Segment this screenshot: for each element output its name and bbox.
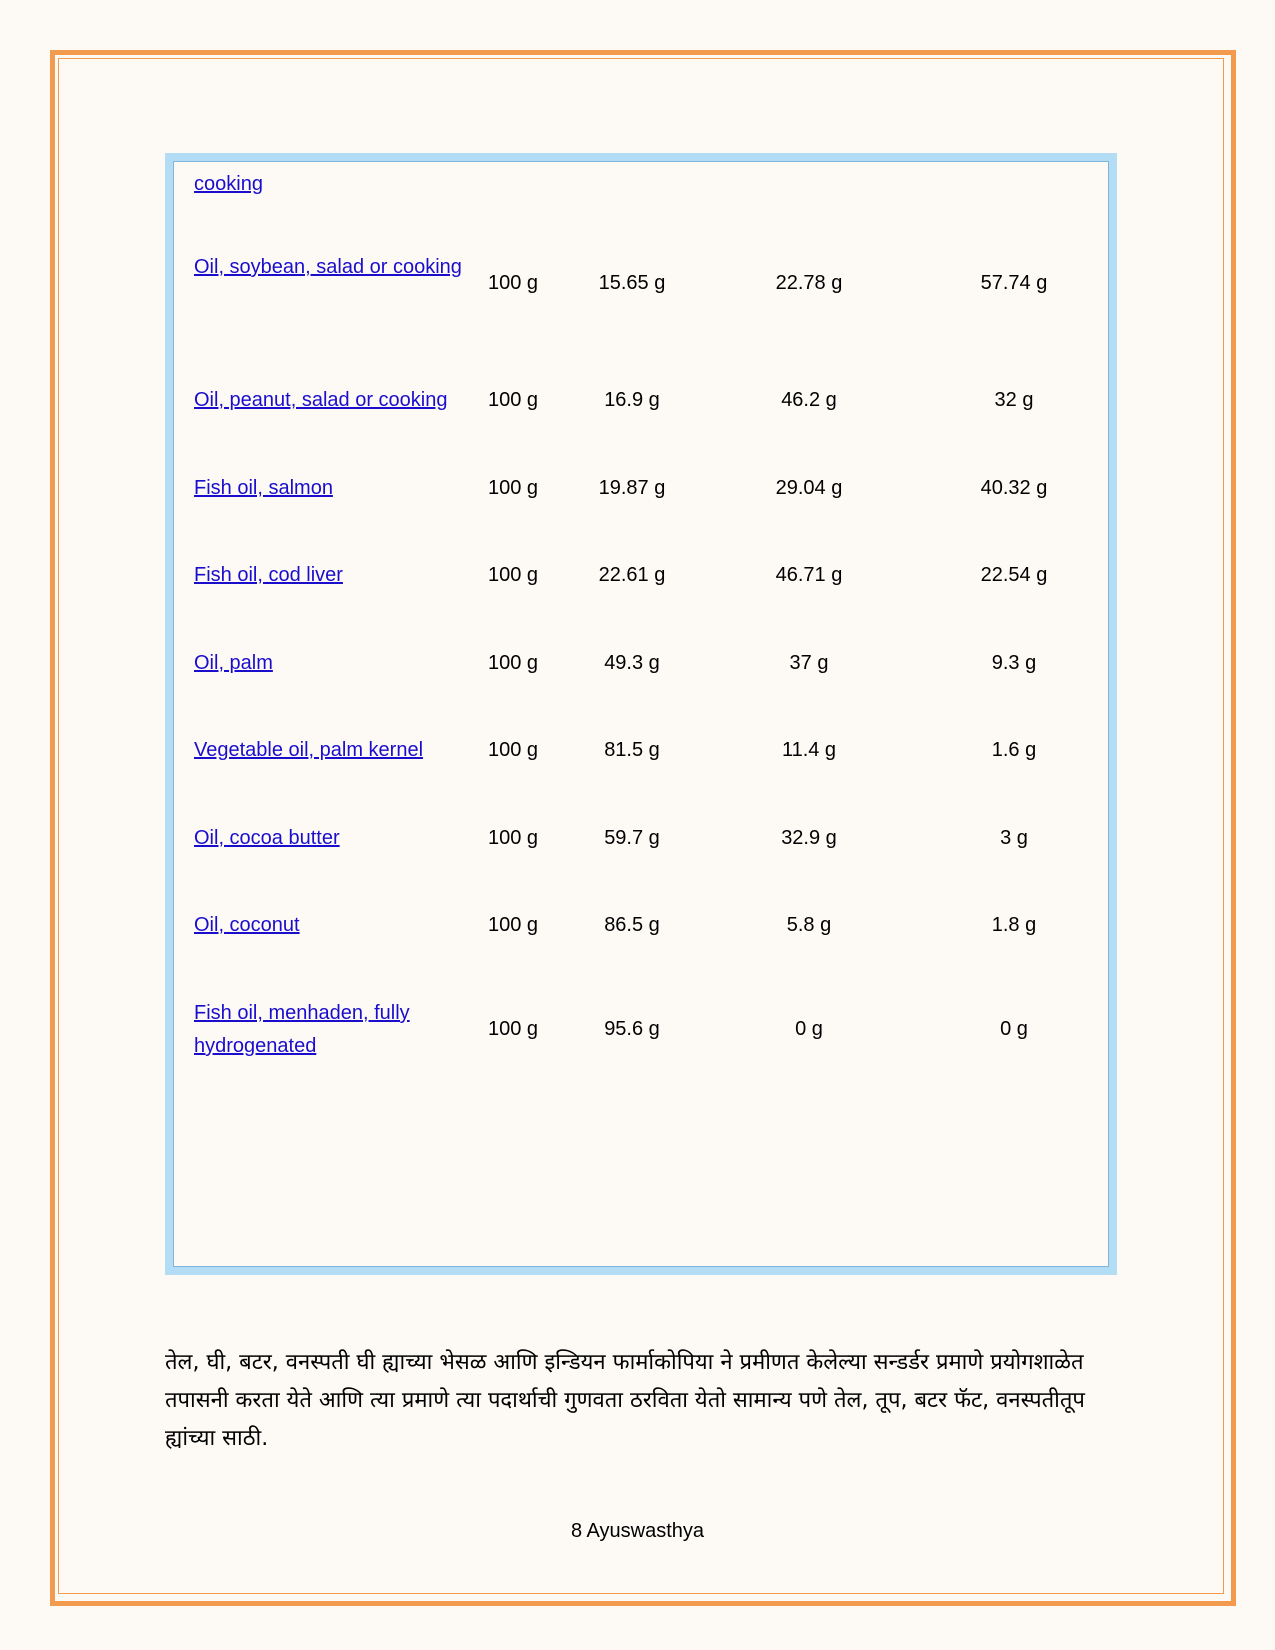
serving-cell: 100 g bbox=[487, 739, 539, 761]
saturated-cell: 19.87 g bbox=[598, 477, 666, 499]
monounsaturated-cell: 46.2 g bbox=[781, 389, 837, 411]
monounsaturated-cell: 32.9 g bbox=[781, 827, 837, 849]
polyunsaturated-cell: 1.6 g bbox=[991, 739, 1037, 761]
food-link[interactable]: Vegetable oil, palm kernel bbox=[194, 739, 424, 761]
saturated-cell: 22.61 g bbox=[598, 564, 666, 586]
saturated-cell: 95.6 g bbox=[604, 1018, 660, 1040]
serving-cell: 100 g bbox=[487, 1018, 539, 1040]
table-row bbox=[194, 251, 1094, 317]
monounsaturated-cell: 46.71 g bbox=[775, 564, 843, 586]
serving-cell: 100 g bbox=[487, 389, 539, 411]
food-link[interactable]: Oil, coconut bbox=[194, 914, 300, 936]
polyunsaturated-cell: 9.3 g bbox=[991, 652, 1037, 674]
polyunsaturated-cell: 0 g bbox=[1000, 1018, 1028, 1040]
page-footer: 8 Ayuswasthya bbox=[570, 1520, 705, 1542]
table-frame bbox=[165, 153, 1117, 1275]
monounsaturated-cell: 0 g bbox=[795, 1018, 823, 1040]
body-paragraph: तेल, घी, बटर, वनस्पती घी ह्याच्या भेसळ आणि इन्डियन फार्माकोपिया ने प्रमीणत केलेल्या सन्डर्डर प्रमाणे प्रयोगशाळेत तपासनी करता येते आणि त्या प्रमाणे त्या पदार्थाची गुणवता ठरविता येतो सामान्य पणे तेल, तूप, बटर फॅट, वनस्पतीतूप ह्यांच्या साठी. bbox=[165, 1350, 1085, 1451]
saturated-cell: 49.3 g bbox=[604, 652, 660, 674]
monounsaturated-cell: 5.8 g bbox=[786, 914, 832, 936]
serving-cell: 100 g bbox=[487, 477, 539, 499]
monounsaturated-cell: 22.78 g bbox=[775, 272, 843, 294]
saturated-cell: 15.65 g bbox=[598, 272, 666, 294]
food-link[interactable]: Oil, palm bbox=[194, 652, 273, 674]
saturated-cell: 86.5 g bbox=[604, 914, 660, 936]
food-link[interactable]: Oil, peanut, salad or cooking bbox=[194, 389, 448, 411]
serving-cell: 100 g bbox=[487, 652, 539, 674]
polyunsaturated-cell: 57.74 g bbox=[980, 272, 1048, 294]
polyunsaturated-cell: 40.32 g bbox=[980, 477, 1048, 499]
serving-cell: 100 g bbox=[487, 914, 539, 936]
food-link[interactable]: Fish oil, menhaden, fully hydrogenated bbox=[194, 1002, 410, 1057]
food-link[interactable]: Oil, cocoa butter bbox=[194, 827, 340, 849]
monounsaturated-cell: 37 g bbox=[789, 652, 829, 674]
serving-cell: 100 g bbox=[487, 827, 539, 849]
polyunsaturated-cell: 22.54 g bbox=[980, 564, 1048, 586]
serving-cell: 100 g bbox=[487, 564, 539, 586]
food-link[interactable]: Fish oil, cod liver bbox=[194, 564, 343, 586]
monounsaturated-cell: 29.04 g bbox=[775, 477, 843, 499]
monounsaturated-cell: 11.4 g bbox=[781, 739, 837, 761]
table-row bbox=[194, 997, 1094, 1063]
polyunsaturated-cell: 3 g bbox=[1000, 827, 1028, 849]
saturated-cell: 81.5 g bbox=[604, 739, 660, 761]
serving-cell: 100 g bbox=[487, 272, 539, 294]
food-link-continued[interactable]: cooking bbox=[194, 173, 263, 195]
polyunsaturated-cell: 32 g bbox=[994, 389, 1034, 411]
polyunsaturated-cell: 1.8 g bbox=[991, 914, 1037, 936]
food-link[interactable]: Oil, soybean, salad or cooking bbox=[194, 256, 462, 278]
saturated-cell: 16.9 g bbox=[604, 389, 660, 411]
saturated-cell: 59.7 g bbox=[604, 827, 660, 849]
food-link[interactable]: Fish oil, salmon bbox=[194, 477, 333, 499]
